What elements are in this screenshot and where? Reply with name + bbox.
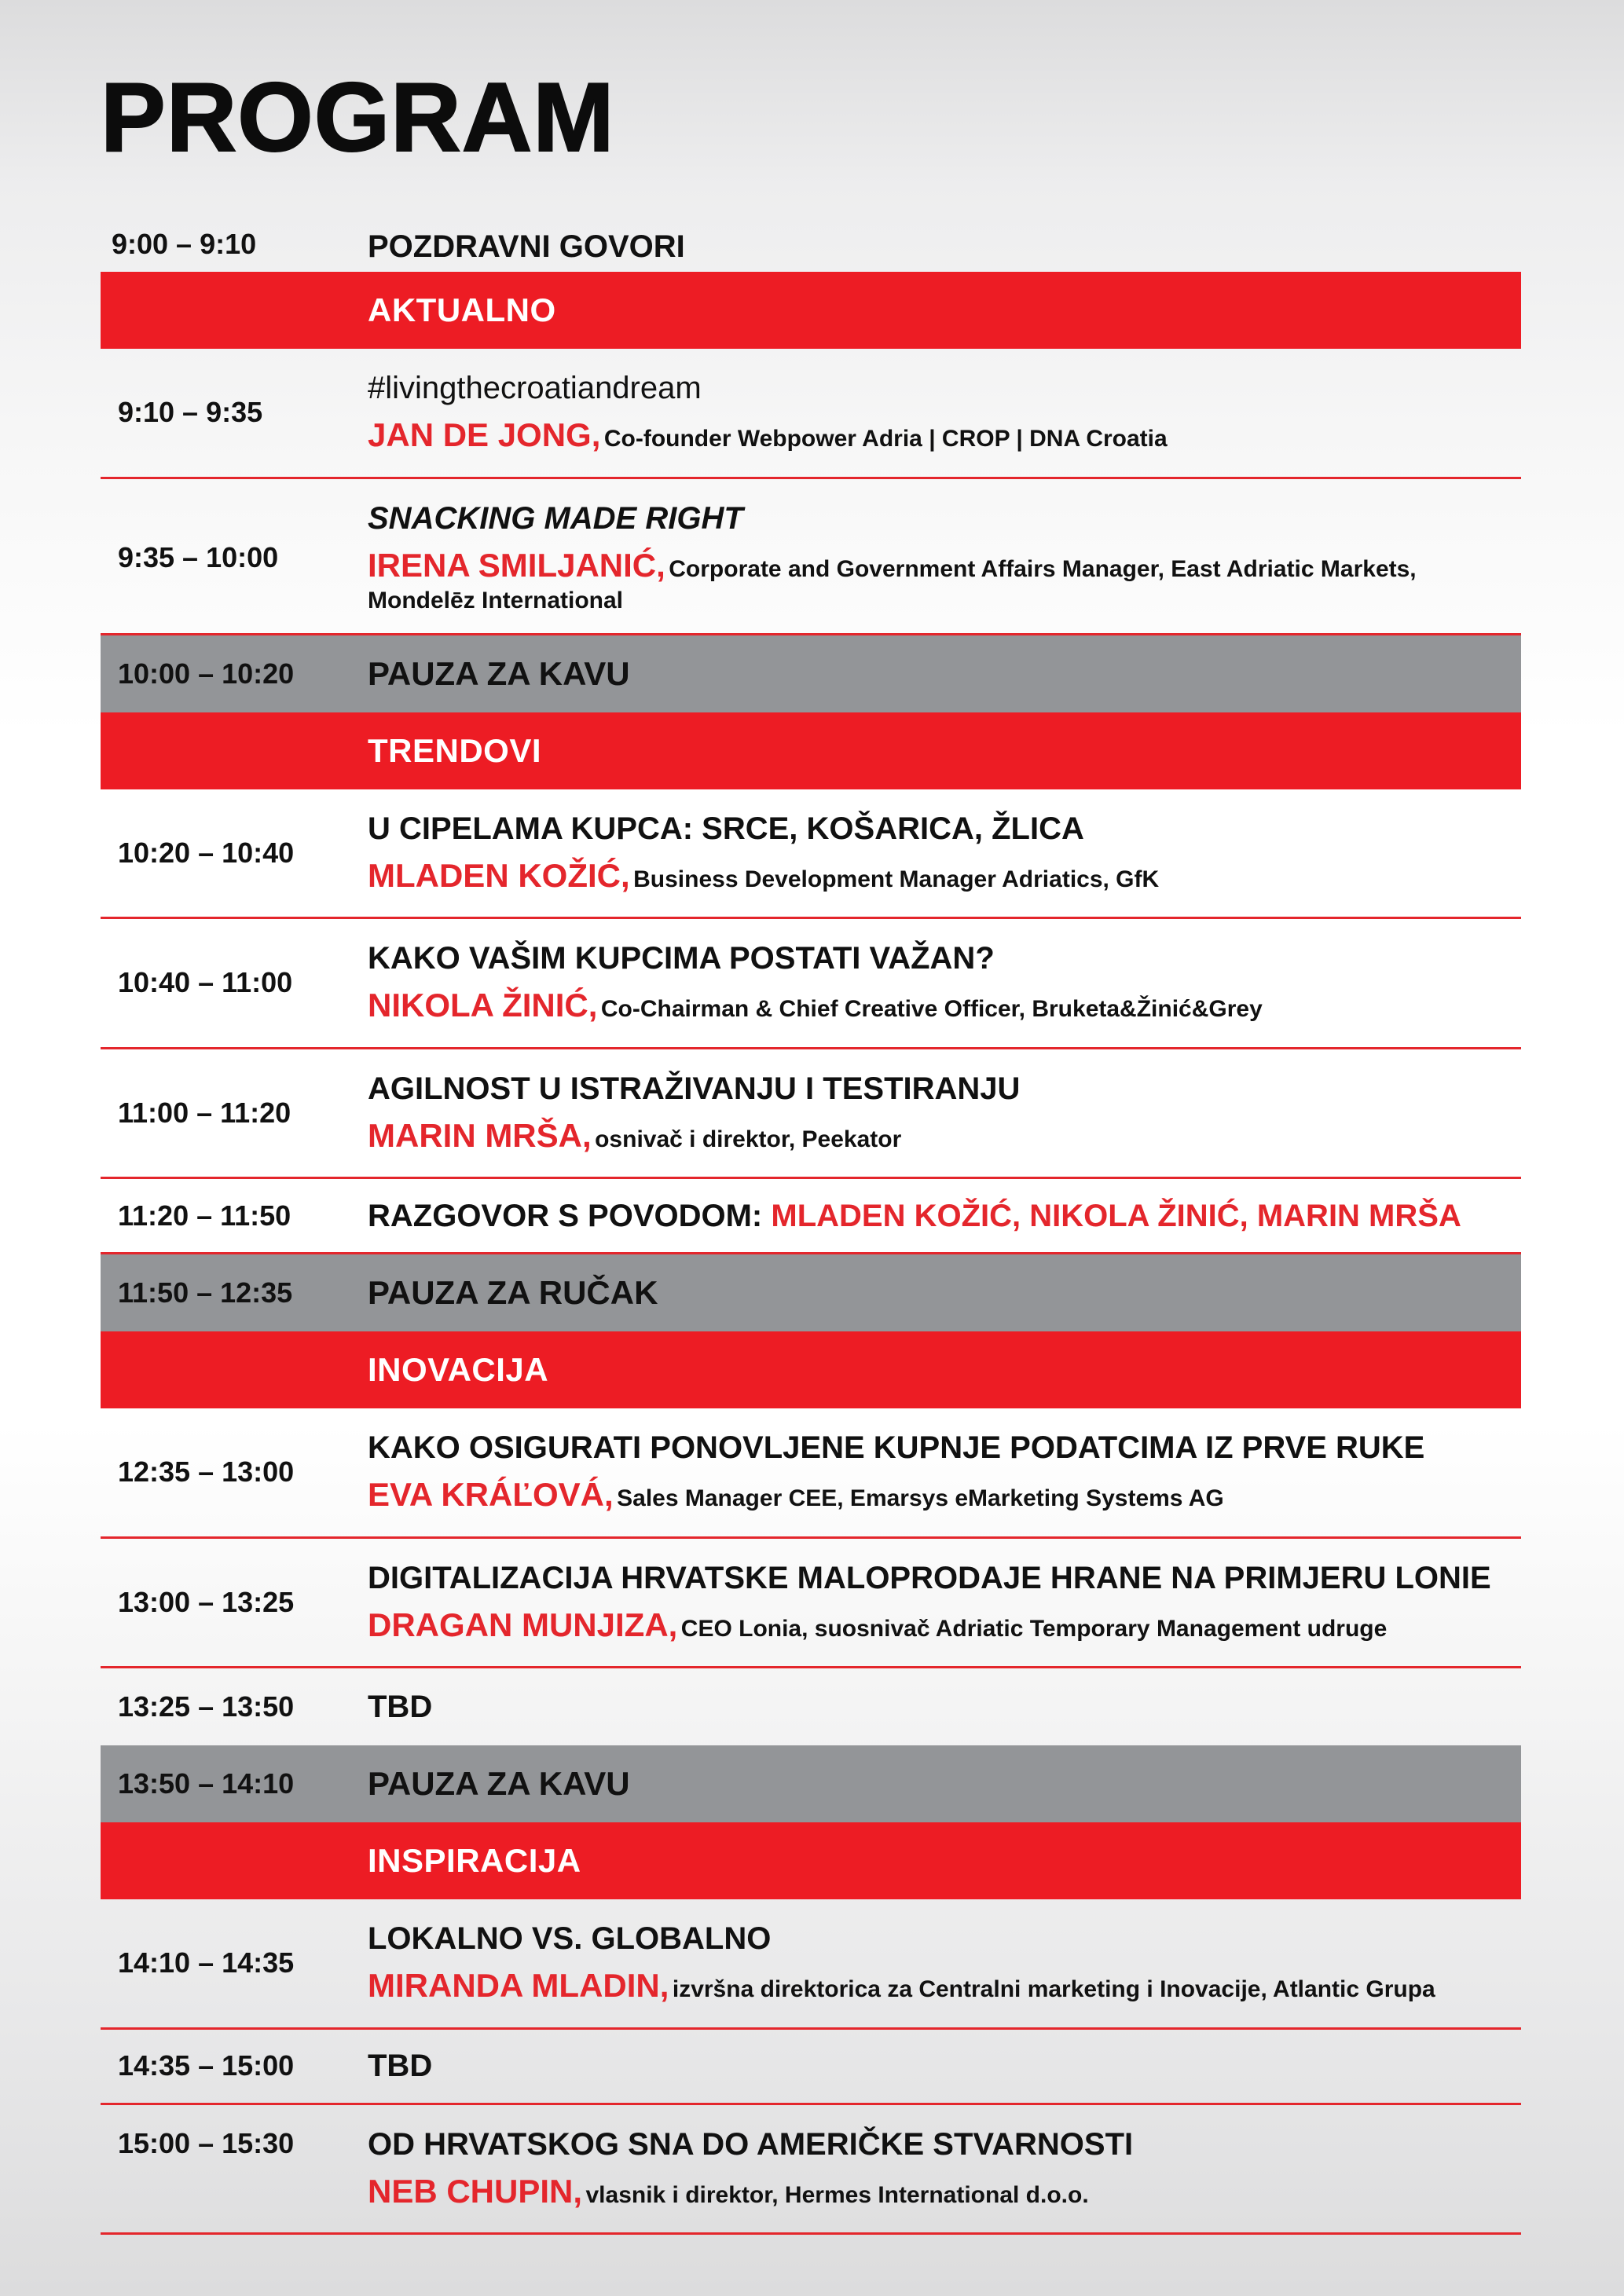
schedule-row-talk <box>101 2105 1521 2236</box>
time-slot: 14:35 – 15:00 <box>118 2049 295 2082</box>
schedule-row-talk <box>101 919 1521 1049</box>
speaker-name: MARIN MRŠA, <box>368 1116 592 1154</box>
time-slot: 15:00 – 15:30 <box>118 2126 295 2159</box>
schedule-row-talk <box>101 479 1521 635</box>
session-topic: RAZGOVOR S POVODOM: <box>368 1198 763 1233</box>
session-topic: TBD <box>368 1690 433 1724</box>
time-slot: 10:20 – 10:40 <box>118 836 295 869</box>
section-header-trendovi <box>101 712 1521 789</box>
break-label: PAUZA ZA RUČAK <box>368 1274 658 1311</box>
time-slot: 9:35 – 10:00 <box>118 540 279 573</box>
time-slot: 10:40 – 11:00 <box>118 966 293 999</box>
time-slot: 9:10 – 9:35 <box>118 396 263 429</box>
section-header-aktualno <box>101 272 1521 349</box>
section-label: INSPIRACIJA <box>368 1842 581 1879</box>
section-label: TRENDOVI <box>368 731 542 769</box>
speaker-name: NIKOLA ŽINIĆ, <box>368 987 598 1023</box>
speaker-role: Business Development Manager Adriatics, GfK <box>633 866 1160 892</box>
speaker-role: vlasnik i direktor, Hermes International d.o.o. <box>585 2181 1089 2208</box>
session-topic: KAKO OSIGURATI PONOVLJENE KUPNJE PODATCIMA IZ PRVE RUKE <box>368 1430 1425 1465</box>
session-topic: OD HRVATSKOG SNA DO AMERIČKE STVARNOSTI <box>368 2126 1134 2162</box>
panel-speakers: MLADEN KOŽIĆ, NIKOLA ŽINIĆ, MARIN MRŠA <box>771 1198 1461 1233</box>
schedule-row-talk <box>101 349 1521 479</box>
section-label: INOVACIJA <box>368 1351 549 1388</box>
schedule-row-talk <box>101 1539 1521 1669</box>
schedule-row-opening <box>101 211 1521 272</box>
session-topic: #livingthecroatiandream <box>368 371 702 405</box>
session-topic: LOKALNO VS. GLOBALNO <box>368 1921 772 1956</box>
schedule-row-talk <box>101 789 1521 920</box>
speaker-role: Co-founder Webpower Adria | CROP | DNA Croatia <box>603 426 1168 452</box>
break-row-coffee <box>101 1745 1521 1822</box>
page-title: PROGRAM <box>101 64 615 172</box>
time-slot: 13:00 – 13:25 <box>118 1585 295 1618</box>
break-row-coffee <box>101 635 1521 712</box>
speaker-name: MIRANDA MLADIN, <box>368 1967 669 2004</box>
session-topic: TBD <box>368 2049 433 2083</box>
section-header-inspiracija <box>101 1822 1521 1899</box>
time-slot: 11:20 – 11:50 <box>118 1199 291 1232</box>
speaker-name: JAN DE JONG, <box>368 416 601 453</box>
speaker-name: NEB CHUPIN, <box>368 2172 583 2210</box>
session-topic: U CIPELAMA KUPCA: SRCE, KOŠARICA, ŽLICA <box>368 811 1084 846</box>
time-slot: 9:00 – 9:10 <box>112 228 257 260</box>
session-topic: DIGITALIZACIJA HRVATSKE MALOPRODAJE HRANE NA PRIMJERU LONIE <box>368 1560 1491 1595</box>
speaker-role: Corporate and Government Affairs Manager, East Adriatic Markets, Mondelēz International <box>368 555 1417 613</box>
break-label: PAUZA ZA KAVU <box>368 1765 630 1802</box>
session-topic: POZDRAVNI GOVORI <box>368 229 685 264</box>
time-slot: 12:35 – 13:00 <box>118 1456 295 1489</box>
section-header-inovacija <box>101 1331 1521 1408</box>
schedule-row-talk <box>101 1899 1521 2030</box>
break-row-lunch <box>101 1254 1521 1331</box>
schedule-row-panel <box>101 1179 1521 1254</box>
break-label: PAUZA ZA KAVU <box>368 654 630 692</box>
time-slot: 11:00 – 11:20 <box>118 1096 291 1129</box>
speaker-name: EVA KRÁĽOVÁ, <box>368 1476 614 1513</box>
session-topic: SNACKING MADE RIGHT <box>368 500 743 536</box>
time-slot: 13:25 – 13:50 <box>118 1690 295 1723</box>
time-slot: 13:50 – 14:10 <box>118 1767 295 1800</box>
schedule-row-talk <box>101 1408 1521 1539</box>
speaker-role: Co-Chairman & Chief Creative Officer, Bruketa&Žinić&Grey <box>600 996 1263 1022</box>
time-slot: 14:10 – 14:35 <box>118 1946 295 1979</box>
program-schedule <box>101 211 1521 2235</box>
speaker-role: Sales Manager CEE, Emarsys eMarketing Systems AG <box>617 1485 1224 1511</box>
speaker-role: CEO Lonia, suosnivač Adriatic Temporary Management udruge <box>680 1615 1388 1642</box>
schedule-row-talk <box>101 1049 1521 1180</box>
time-slot: 11:50 – 12:35 <box>118 1276 293 1309</box>
session-topic: AGILNOST U ISTRAŽIVANJU I TESTIRANJU <box>368 1071 1021 1106</box>
schedule-row-tbd <box>101 1668 1521 1745</box>
speaker-name: MLADEN KOŽIĆ, <box>368 856 630 894</box>
time-slot: 10:00 – 10:20 <box>118 657 295 690</box>
session-topic: KAKO VAŠIM KUPCIMA POSTATI VAŽAN? <box>368 941 995 976</box>
speaker-role: izvršna direktorica za Centralni marketing i Inovacije, Atlantic Grupa <box>672 1976 1435 2002</box>
speaker-role: osnivač i direktor, Peekator <box>595 1126 902 1152</box>
speaker-name: DRAGAN MUNJIZA, <box>368 1606 678 1643</box>
speaker-name: IRENA SMILJANIĆ, <box>368 546 665 584</box>
section-label: AKTUALNO <box>368 291 556 328</box>
schedule-row-tbd <box>101 2030 1521 2105</box>
